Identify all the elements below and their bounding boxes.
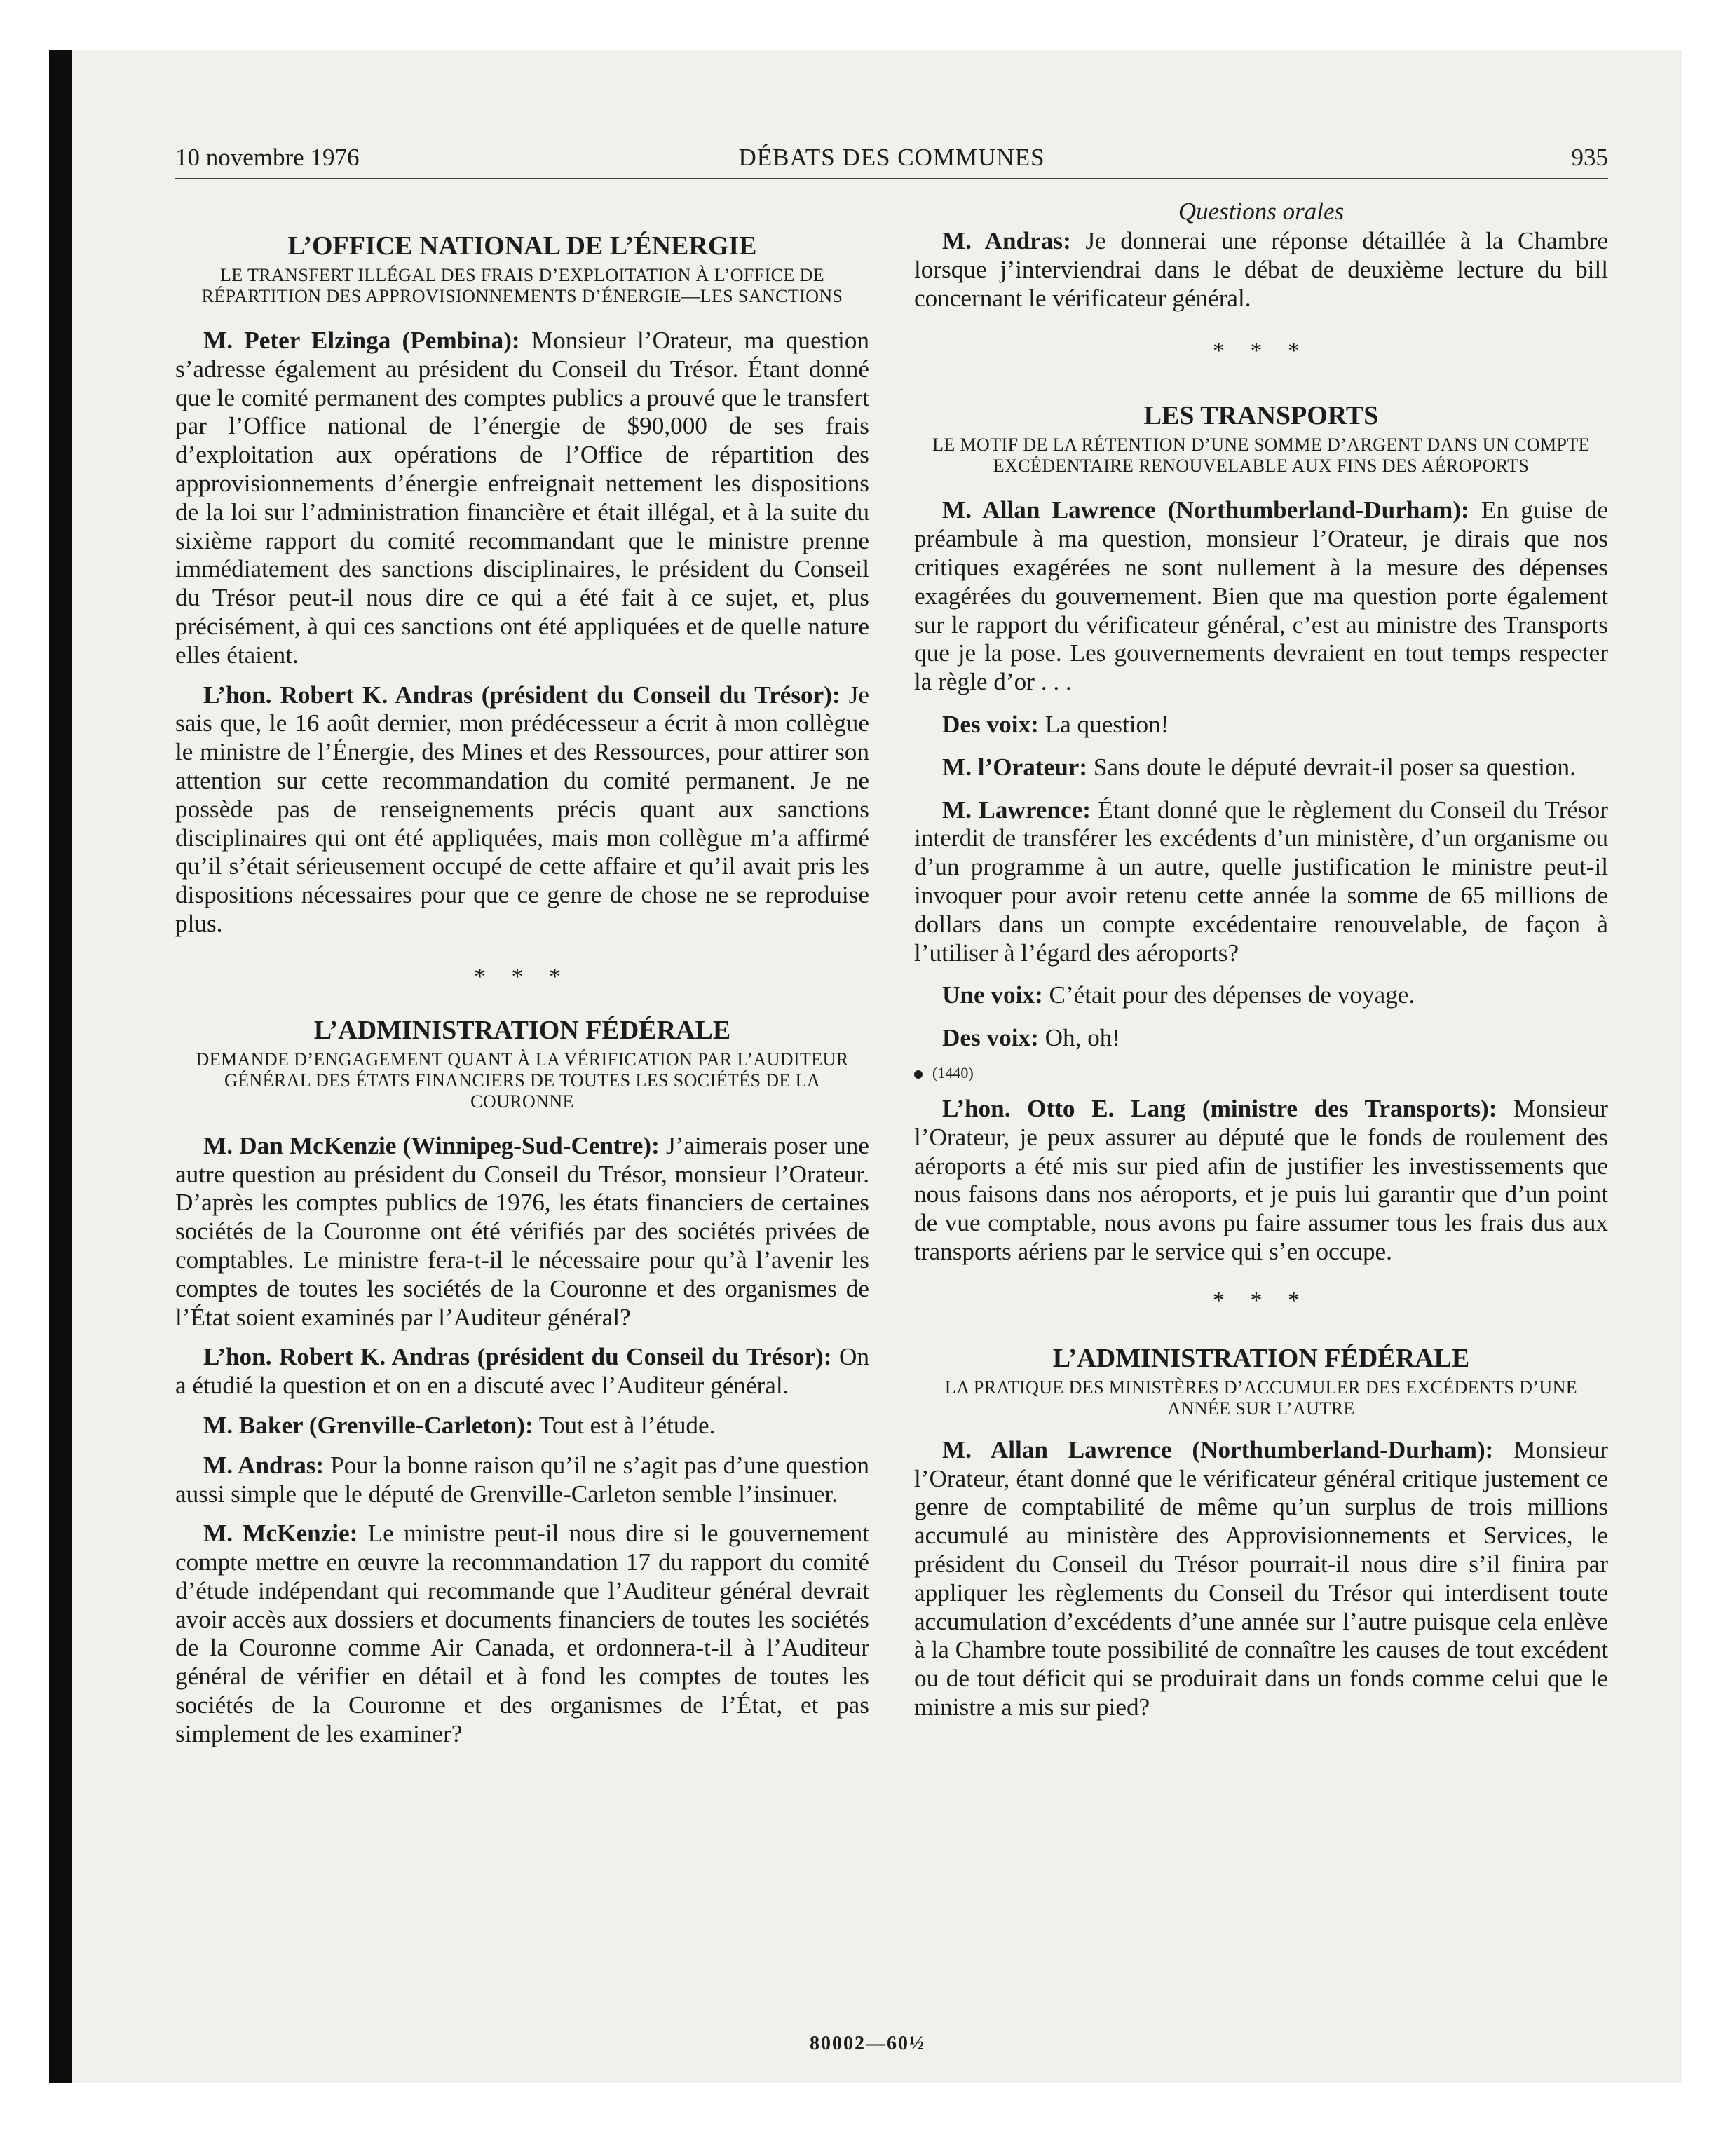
speech-paragraph	[914, 227, 1608, 313]
speech-paragraph	[175, 1412, 869, 1440]
section-subtitle: LA PRATIQUE DES MINISTÈRES D’ACCUMULER DES EXCÉDENTS D’UNE ANNÉE SUR L’AUTRE	[944, 1377, 1578, 1419]
speech-text: Monsieur l’Orateur, je peux assurer au député que le fonds de roulement des aéroports a été mis sur pied afin de justifier les investissements que nous faisons dans nos aéroports, et je puis lui garantir que d’un point de vue comptable, nous avons pu faire assumer tous les frais dus aux transports aériens par le service qui s’en occupe.	[914, 1094, 1608, 1265]
section-separator: * * *	[474, 963, 571, 990]
speaker-name: M. McKenzie:	[203, 1520, 358, 1548]
speech-paragraph	[175, 327, 869, 670]
speech-text: En guise de préambule à ma question, monsieur l’Orateur, je dirais que nos critiques exagérées ne sont nullement à la mesure des dépenses exagérées du gouvernement. Bien que ma question porte également sur le rapport du vérificateur général, c’est au ministre des Transports que je la pose. Les gouvernements devraient en tout temps respecter la règle d’or . . .	[914, 496, 1609, 696]
speech-paragraph	[914, 796, 1608, 968]
header-date: 10 novembre 1976	[175, 144, 360, 171]
speaker-name: M. Dan McKenzie (Winnipeg-Sud-Centre):	[203, 1131, 660, 1159]
running-head: Questions orales	[1178, 198, 1345, 225]
speaker-name: L’hon. Robert K. Andras (président du Conseil du Trésor):	[203, 681, 841, 709]
speaker-name: Des voix:	[942, 1024, 1039, 1052]
speech-text: Tout est à l’étude.	[533, 1411, 716, 1439]
speaker-name: Une voix:	[942, 981, 1043, 1009]
page-header	[175, 140, 1608, 179]
section-title: L’OFFICE NATIONAL DE L’ÉNERGIE	[287, 231, 757, 261]
speaker-name: M. l’Orateur:	[942, 753, 1088, 781]
speaker-name: Des voix:	[942, 710, 1039, 738]
binding-edge	[49, 50, 72, 2083]
speaker-name: M. Peter Elzinga (Pembina):	[203, 327, 520, 354]
speech-paragraph	[914, 1095, 1608, 1267]
speaker-name: M. Lawrence:	[942, 796, 1091, 824]
section-subtitle: LE MOTIF DE LA RÉTENTION D’UNE SOMME D’ARGENT DANS UN COMPTE EXCÉDENTAIRE RENOUVELABLE AUX FINS DES AÉROPORTS	[932, 435, 1590, 477]
speaker-name: L’hon. Otto E. Lang (ministre des Transports):	[942, 1094, 1497, 1122]
timestamp	[914, 1063, 1608, 1084]
speech-paragraph	[175, 1452, 869, 1509]
section-separator: * * *	[1213, 338, 1309, 364]
speech-text: Le ministre peut-il nous dire si le gouvernement compte mettre en œuvre la recommandation 17 du rapport du comité d’étude indépendant qui recommande que l’Auditeur général devrait avoir accès aux dossiers et documents financiers de toutes les sociétés de la Couronne comme Air Canada, et ordonnera-t-il à l’Auditeur général de vérifier en détail et à fond les comptes de toutes les sociétés de la Couronne et des organismes de l’État, et pas simplement de les examiner?	[175, 1520, 869, 1747]
right-column	[914, 196, 1608, 1722]
speech-paragraph	[175, 1343, 869, 1400]
left-column	[175, 196, 869, 1749]
speaker-name: L’hon. Robert K. Andras (président du Conseil du Trésor):	[203, 1343, 832, 1371]
speech-text: Monsieur l’Orateur, ma question s’adresse également au président du Conseil du Trésor. Étant donné que le comité permanent des comptes publics a prouvé que le transfert par l’Office national de l’énergie de $90,000 de ses frais d’exploitation aux opérations de l’Office de répartition des approvisionnements d’énergie enfreignait nettement les dispositions de la loi sur l’administration financière et était illégal, et à la suite du sixième rapport du comité recommandant que le ministre prenne immédiatement des sanctions disciplinaires, le président du Conseil du Trésor peut-il nous dire ce qui a été fait à ce sujet, et, plus précisément, à qui ces sanctions ont été appliquées et de quelle nature elles étaient.	[175, 327, 869, 669]
speech-paragraph	[175, 1520, 869, 1748]
speaker-name: M. Allan Lawrence (Northumberland-Durham):	[942, 1435, 1494, 1464]
speech-text: Pour la bonne raison qu’il ne s’agit pas d’une question aussi simple que le député de Grenville-Carleton semble l’insinuer.	[175, 1451, 869, 1508]
speech-text: Je sais que, le 16 août dernier, mon prédécesseur a écrit à mon collègue le ministre de l’Énergie, des Mines et des Ressources, pour attirer son attention sur cette recommandation du comité permanent. Je ne possède pas de renseignements précis quant aux sanctions disciplinaires qui ont été appliquées, mais mon collègue m’a affirmé qu’il s’était sérieusement occupé de cette affaire et qu’il avait pris les dispositions nécessaires pour que ce genre de chose ne se reproduise plus.	[175, 681, 869, 937]
speech-paragraph	[175, 681, 869, 939]
speaker-name: M. Baker (Grenville-Carleton):	[203, 1411, 533, 1439]
timestamp-text: (1440)	[932, 1063, 974, 1082]
bullet-icon	[914, 1070, 923, 1079]
speech-text: Oh, oh!	[1038, 1024, 1121, 1052]
section-title: L’ADMINISTRATION FÉDÉRALE	[1052, 1343, 1470, 1373]
speech-text: Monsieur l’Orateur, étant donné que le vérificateur général critique justement ce genre de comptabilité de même qu’un surplus de trois millions accumulé au ministère des Approvisionnements et Services, le président du Conseil du Trésor pourrait-il nous dire s’il finira par appliquer les règlements du Conseil du Trésor qui interdisent toute accumulation d’excédents d’une année sur l’autre puisque cela enlève à la Chambre toute possibilité de connaître les causes de tout excédent ou de tout déficit qui se produirait dans un fonds comme celui que le ministre a mis sur pied?	[914, 1435, 1608, 1721]
speaker-name: M. Andras:	[203, 1451, 325, 1479]
speech-text: Sans doute le député devrait-il poser sa question.	[1087, 753, 1576, 781]
section-subtitle: LE TRANSFERT ILLÉGAL DES FRAIS D’EXPLOITATION À L’OFFICE DE RÉPARTITION DES APPROVISIONNEMENTS D’ÉNERGIE—LES SANCTIONS	[201, 265, 843, 306]
header-title: DÉBATS DES COMMUNES	[738, 144, 1045, 171]
section-subtitle: DEMANDE D’ENGAGEMENT QUANT À LA VÉRIFICATION PAR L’AUDITEUR GÉNÉRAL DES ÉTATS FINANCIERS DE TOUTES LES SOCIÉTÉS DE LA COURONNE	[196, 1049, 849, 1112]
speaker-name: M. Allan Lawrence (Northumberland-Durham):	[942, 496, 1469, 524]
section-separator: * * *	[1213, 1287, 1309, 1314]
speech-text: Je donnerai une réponse détaillée à la Chambre lorsque j’interviendrai dans le débat de deuxième lecture du bill concernant le vérificateur général.	[914, 227, 1608, 312]
speech-text: J’aimerais poser une autre question au président du Conseil du Trésor, monsieur l’Orateur. D’après les comptes publics de 1976, les états financiers de certaines sociétés de la Couronne ont été vérifiés par des sociétés privées de comptables. Le ministre fera-t-il le nécessaire pour qu’à l’avenir les comptes de toutes les sociétés de la Couronne et des organismes de l’État soient examinés par l’Auditeur général?	[175, 1131, 869, 1331]
speech-paragraph	[914, 981, 1608, 1010]
speech-paragraph	[914, 1436, 1608, 1722]
speech-paragraph	[914, 496, 1608, 697]
header-page-number: 935	[1571, 144, 1608, 171]
speaker-name: M. Andras:	[942, 227, 1071, 254]
section-title: L’ADMINISTRATION FÉDÉRALE	[313, 1015, 731, 1045]
speech-paragraph	[914, 753, 1608, 782]
speech-paragraph	[175, 1132, 869, 1332]
speech-text: Étant donné que le règlement du Conseil du Trésor interdit de transférer les excédents d’un ministère, d’un organisme ou d’un programme à un autre, quelle justification le ministre peut-il invoquer pour avoir retenu cette année la somme de 65 millions de dollars dans un compte excédentaire renouvelable, de façon à l’utiliser à l’égard des aéroports?	[914, 796, 1608, 967]
speech-text: On a étudié la question et on en a discuté avec l’Auditeur général.	[175, 1343, 869, 1400]
speech-paragraph	[914, 1024, 1608, 1053]
speech-paragraph	[914, 711, 1608, 739]
section-title: LES TRANSPORTS	[1143, 401, 1379, 431]
speech-text: La question!	[1038, 710, 1169, 738]
page-footer-code: 80002—60½	[810, 2033, 925, 2054]
speech-text: C’était pour des dépenses de voyage.	[1042, 981, 1415, 1009]
